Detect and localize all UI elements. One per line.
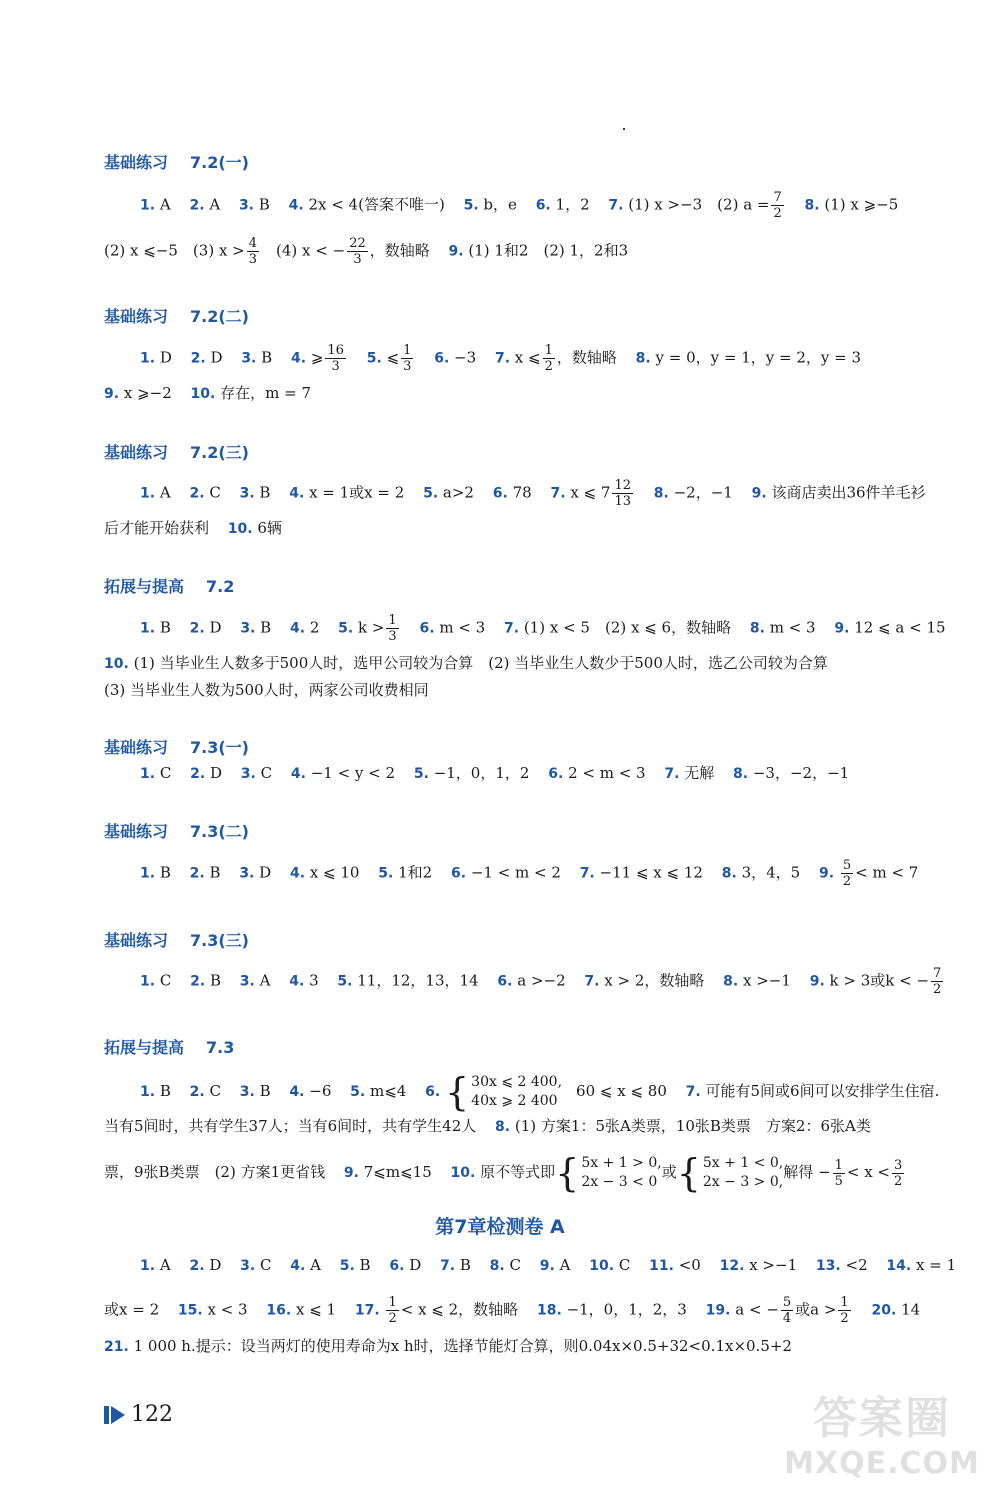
fraction: $\frac{5}{2}$ <box>842 858 852 889</box>
answer-line: 1. A 2. C 3. B 4. x = 1或x = 2 5. a>2 6. 78 7. x ⩽ 7 $\frac{12}{13}$ 8. −2，−1 9. 该商店卖出36件羊毛衫 <box>140 478 926 509</box>
fraction: $\frac{22}{3}$ <box>349 236 366 267</box>
equation-system: { 30x ⩽ 2 400, 40x ⩾ 2 400 <box>444 1070 563 1114</box>
section-title-7-3-1: 基础练习 7.3(一) <box>104 738 249 757</box>
fraction: $\frac{16}{3}$ <box>327 343 344 374</box>
fraction: $\frac{1}{3}$ <box>403 343 412 374</box>
section-title-7-2-3: 基础练习 7.2(三) <box>104 443 249 462</box>
fraction: $\frac{7}{2}$ <box>773 190 782 221</box>
answer-line: 1. B 2. B 3. D 4. x ⩽ 10 5. 1和2 6. −1 < m < 2 7. −11 ⩽ x ⩽ 12 8. 3，4，5 9. $\frac{5}{2}$ < m < 7 <box>140 858 919 889</box>
fraction: $\frac{1}{2}$ <box>544 343 553 374</box>
page-arrow-icon <box>111 1406 125 1424</box>
section-title-7-3-3: 基础练习 7.3(三) <box>104 931 249 950</box>
page-marker-bar <box>104 1406 109 1424</box>
section-title-7-2-1: 基础练习 7.2(一) <box>104 153 249 172</box>
answer-line: (2) x ⩽−5 (3) x > $\frac{4}{3}$ (4) x < − $\frac{22}{3}$ ，数轴略 9. (1) 1和2 (2) 1，2和3 <box>104 236 629 267</box>
fraction: $\frac{5}{4}$ <box>782 1295 792 1326</box>
section-title-7-3-2: 基础练习 7.3(二) <box>104 822 249 841</box>
watermark: 答案圈 MXQE.COM <box>784 1393 980 1481</box>
fraction: $\frac{1}{2}$ <box>388 1295 397 1326</box>
page-number: 122 <box>131 1402 173 1427</box>
fraction: $\frac{7}{2}$ <box>933 966 942 997</box>
answer-line: 1. B 2. D 3. B 4. 2 5. k > $\frac{1}{3}$ 6. m < 3 7. (1) x < 5 (2) x ⩽ 6，数轴略 8. m < 3 9. 12 ⩽ a < 15 <box>140 613 946 644</box>
equation-system: { 5x + 1 > 0, 2x − 3 < 0 <box>555 1151 662 1195</box>
fraction: $\frac{1}{5}$ <box>834 1157 843 1189</box>
equation-system: { 5x + 1 < 0, 2x − 3 > 0, <box>676 1151 784 1195</box>
fraction: $\frac{4}{3}$ <box>248 236 258 267</box>
page-footer <box>104 1402 173 1427</box>
answer-line: 1. C 2. D 3. C 4. −1 < y < 2 5. −1，0，1，2 6. 2 < m < 3 7. 无解 8. −3，−2，−1 <box>140 764 850 782</box>
chapter-title: 第7章检测卷 A <box>435 1216 565 1238</box>
answer-line: 1. C 2. B 3. A 4. 3 5. 11，12，13，14 6. a >−2 7. x > 2，数轴略 8. x >−1 9. k > 3或k < − $\frac{7}{2}$ <box>140 966 942 997</box>
speck <box>623 128 625 130</box>
answer-line: (3) 当毕业生人数为500人时，两家公司收费相同 <box>104 681 429 699</box>
section-title-ext-7-3: 拓展与提高 7.3 <box>104 1038 235 1057</box>
fraction: $\frac{1}{3}$ <box>388 613 397 644</box>
answer-line: 当有5间时，共有学生37人；当有6间时，共有学生42人 8. (1) 方案1：5张A类票，10张B类票 方案2：6张A类 <box>104 1117 871 1135</box>
fraction: $\frac{1}{2}$ <box>840 1295 849 1326</box>
answer-line: 1. A 2. A 3. B 4. 2x < 4(答案不唯一) 5. b，e 6. 1，2 7. (1) x >−3 (2) a = $\frac{7}{2}$ 8. (1) x ⩾−5 <box>140 190 899 221</box>
fraction: $\frac{3}{2}$ <box>894 1157 903 1189</box>
answer-line: 1. D 2. D 3. B 4. ⩾ $\frac{16}{3}$ 5. ⩽ $\frac{1}{3}$ 6. −3 7. x ⩽ $\frac{1}{2}$ ，数轴略 8. y = 0，y = 1，y = 2，y = 3 <box>140 343 862 374</box>
fraction: $\frac{12}{13}$ <box>614 478 631 509</box>
answer-line: 1. A 2. D 3. C 4. A 5. B 6. D 7. B 8. C 9. A 10. C 11. <0 12. x >−1 13. <2 14. x = 1 <box>140 1256 957 1274</box>
answer-line: 21. 1 000 h.提示：设当两灯的使用寿命为x h时，选择节能灯合算，则0.04x×0.5+32<0.1x×0.5+2 <box>104 1337 792 1355</box>
answer-line: 10. (1) 当毕业生人数多于500人时，选甲公司较为合算 (2) 当毕业生人数少于500人时，选乙公司较为合算 <box>104 654 828 672</box>
section-title-7-2-2: 基础练习 7.2(二) <box>104 307 249 326</box>
answer-line: 9. x ⩾−2 10. 存在，m = 7 <box>104 384 312 402</box>
section-title-ext-7-2: 拓展与提高 7.2 <box>104 577 235 596</box>
answer-line: 1. B 2. C 3. B 4. −6 5. m⩽4 6. { 30x ⩽ 2 400, 40x ⩾ 2 400 60 ⩽ x ⩽ 80 7. 可能有5间或6间可以安排学生住宿. <box>140 1070 940 1114</box>
answer-line: 票，9张B类票 (2) 方案1更省钱 9. 7⩽m⩽15 10. 原不等式即 { 5x + 1 > 0, 2x − 3 < 0 或 { 5x + 1 < 0, 2x − 3 > 0, 解得 − $\frac{1}{5}$ < x < $\frac{3}{2}$ <box>104 1151 903 1195</box>
answer-line: 或x = 2 15. x < 3 16. x ⩽ 1 17. $\frac{1}{2}$ < x ⩽ 2，数轴略 18. −1，0，1，2，3 19. a < − $\frac{5}{4}$ 或a > $\frac{1}{2}$ 20. 14 <box>104 1295 921 1326</box>
answer-line: 后才能开始获利 10. 6辆 <box>104 519 282 537</box>
